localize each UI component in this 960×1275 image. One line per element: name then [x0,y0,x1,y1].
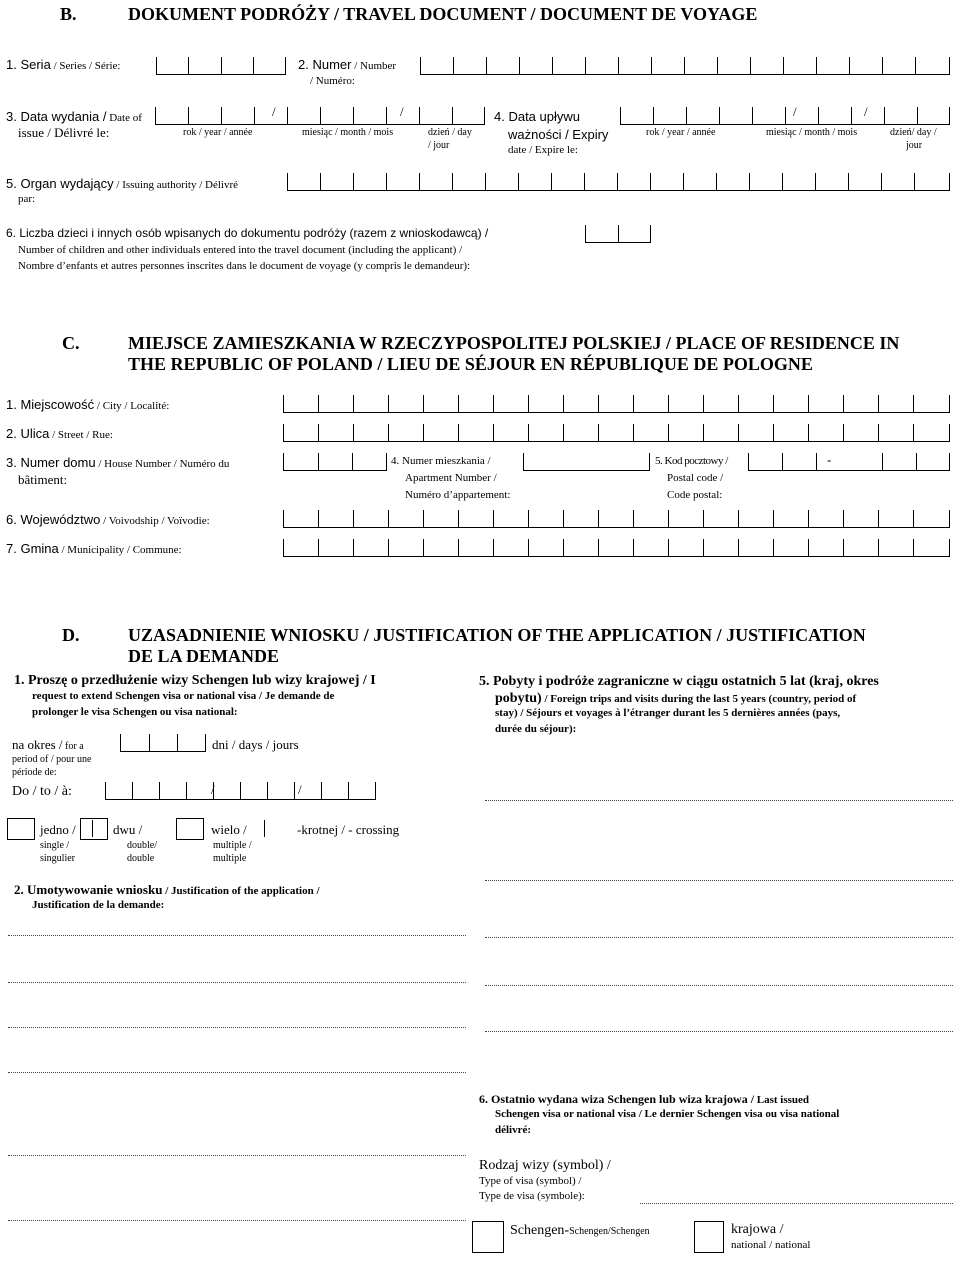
city-label [6,397,169,413]
section-c-title-2: THE REPUBLIC OF POLAND / LIEU DE SÉJOUR EN RÉPUBLIQUE DE POLOGNE [128,354,813,374]
period-label-line3: période de: [12,767,57,778]
schengen-visa-label-small: Schengen/Schengen [569,1226,650,1237]
expiry-day-label-1: dzień/ day / [890,127,937,138]
q2-label-line2: Justification de la demande: [32,899,165,911]
double-entry-fr: double [127,853,155,864]
multiple-entry-checkbox[interactable] [176,818,204,840]
expiry-month-label: miesiąc / month / mois [766,127,858,138]
children-label-line3: Nombre d’enfants et autres personnes inscrites dans le document de voyage (y compris le demandeur): [18,260,471,272]
dates-slash-2: / [298,782,302,797]
organ-label-line2: par: [18,193,36,205]
visa-type-label-2: Type of visa (symbol) / [479,1175,582,1187]
city-label-main: 1. Miejscowość [6,397,95,412]
section-d-letter: D. [62,625,80,645]
postal-label-line1: 5. Kod pocztowy / [655,455,728,467]
gmina-label-main: 7. Gmina [6,541,59,556]
double-entry-en: double/ [127,840,157,851]
organ-label-rest: / Issuing authority / Délivré [113,179,239,191]
apartment-label-line3: Numéro d’appartement: [405,489,511,501]
street-field[interactable] [283,424,950,442]
q2-label-main: 2. Umotywowanie wniosku [14,882,163,897]
issue-label-main: 3. Data wydania / [6,109,107,124]
q6-label-line1-main: 6. Ostatnio wydana wiza Schengen lub wiza krajowa / [479,1092,755,1106]
q6-label-line1-rest: Last issued [754,1094,810,1106]
children-label-line1: 6. Liczba dzieci i innych osób wpisanych do dokumentu podróży (razem z wnioskodawcą) / [6,226,489,240]
section-d-title-2: DE LA DEMANDE [128,646,280,666]
number-field[interactable] [420,57,950,75]
municipality-field[interactable] [283,539,950,557]
trips-line-1[interactable] [485,800,953,801]
justification-line-5[interactable] [8,1155,466,1156]
single-entry-fr: singulier [40,853,75,864]
q6-label-line2: Schengen visa or national visa / Le dernier Schengen visa ou visa national [495,1108,840,1120]
house-label-main: 3. Numer domu [6,455,96,470]
q6-label-line1 [479,1091,809,1107]
period-label-small: for a [62,741,84,752]
multiple-entry-label: wielo / [211,822,247,837]
section-b-title: DOKUMENT PODRÓŻY / TRAVEL DOCUMENT / DOCUMENT DE VOYAGE [128,4,758,24]
number-label-line2: / Numéro: [310,75,355,87]
postal-code-field[interactable] [748,453,950,471]
apartment-number-field[interactable] [523,453,650,471]
schengen-visa-label [510,1222,650,1240]
postal-label-line2: Postal code / [667,472,724,484]
issue-day-label-2: / jour [428,140,450,151]
crossing-label: -krotnej / - crossing [297,822,400,837]
apartment-label-line1: 4. Numer mieszkania / [391,455,491,467]
apartment-label-line2: Apartment Number / [405,472,497,484]
multiple-entry-fr: multiple [213,853,247,864]
national-visa-label-2: national / national [731,1239,811,1251]
double-entry-label: dwu / [113,822,143,837]
q2-label-rest: / Justification of the application / [162,885,320,897]
justification-line-3[interactable] [8,1027,466,1028]
q1-label-line2: request to extend Schengen visa or national visa / Je demande de [32,690,335,702]
street-label-main: 2. Ulica [6,426,50,441]
series-label-main: 1. Seria [6,57,51,72]
house-label-rest: / House Number / Numéro du [95,458,230,470]
single-entry-label: jedno / [40,822,76,837]
number-label-main: 2. Numer [298,57,352,72]
voivodship-field[interactable] [283,510,950,528]
q1-label-line3: prolonger le visa Schengen ou visa national: [32,706,238,718]
schengen-visa-checkbox[interactable] [472,1221,504,1253]
voivodship-label-main: 6. Województwo [6,512,101,527]
number-label [298,57,396,73]
period-label [12,737,84,753]
q6-label-line3: délivré: [495,1124,532,1136]
period-days-field[interactable] [120,734,206,752]
q5-label-line2-rest: / Foreign trips and visits during the last 5 years (country, period of [541,693,857,705]
street-label [6,426,113,442]
multiple-entry-separator [264,820,265,837]
house-label-line2: bâtiment: [18,472,68,487]
issue-label-line2: issue / Délivré le: [18,125,110,140]
double-entry-checkbox[interactable] [80,818,108,840]
justification-line-2[interactable] [8,982,466,983]
issue-date-slash-2: / [400,104,404,119]
issue-month-label: miesiąc / month / mois [302,127,394,138]
justification-line-4[interactable] [8,1072,466,1073]
national-visa-label: krajowa / [731,1222,784,1237]
expiry-year-label: rok / year / année [646,127,716,138]
voivodship-label-rest: / Voivodship / Voïvodie: [100,515,210,527]
issue-label-small: Date of [106,112,142,124]
expiry-label-line2: ważności / Expiry [508,127,609,142]
voivodship-label [6,512,210,528]
house-label [6,455,229,471]
expiry-date-slash-2: / [864,104,868,119]
national-visa-checkbox[interactable] [694,1221,724,1253]
trips-line-2[interactable] [485,880,953,881]
trips-line-5[interactable] [485,1031,953,1032]
days-label: dni / days / jours [212,737,299,752]
street-label-rest: / Street / Rue: [49,429,113,441]
house-number-field[interactable] [283,453,387,471]
visa-type-label-3: Type de visa (symbole): [479,1190,585,1202]
trips-line-4[interactable] [485,985,953,986]
period-label-line2: period of / pour une [12,754,92,765]
city-label-rest: / City / Localité: [94,400,170,412]
issue-label [6,109,142,125]
organ-label-main: 5. Organ wydający [6,176,114,191]
single-entry-en: single / [40,840,70,851]
visa-type-label-1: Rodzaj wizy (symbol) / [479,1158,611,1173]
series-label-rest: / Series / Série: [50,60,121,72]
children-count-field[interactable] [585,225,651,243]
issue-date-field[interactable] [155,107,485,125]
q5-label-line3: stay) / Séjours et voyages à l’étranger durant les 5 dernières années (pays, [495,707,841,719]
justification-line-6[interactable] [8,1220,466,1221]
postal-dash: - [827,452,832,467]
expiry-label-line3: date / Expire le: [508,144,578,156]
postal-label-line3: Code postal: [667,489,723,501]
gmina-label-rest: / Municipality / Commune: [58,544,182,556]
series-label [6,57,120,73]
gmina-label [6,541,182,557]
section-d-title-1: UZASADNIENIE WNIOSKU / JUSTIFICATION OF THE APPLICATION / JUSTIFICATION [128,625,866,645]
dates-slash-1: / [211,782,215,797]
q5-label-line1: 5. Pobyty i podróże zagraniczne w ciągu ostatnich 5 lat (kraj, okres [479,674,879,689]
city-field[interactable] [283,395,950,413]
schengen-visa-label-main: Schengen- [510,1223,570,1238]
q5-label-line4: durée du séjour): [495,723,577,735]
q5-label-line2-main: pobytu) [495,691,542,706]
expiry-date-field[interactable] [620,107,950,125]
series-field[interactable] [156,57,286,75]
expiry-date-slash-1: / [793,104,797,119]
issue-day-label-1: dzień / day [428,127,472,138]
visa-type-field[interactable] [640,1203,953,1204]
dates-label: Do / to / à: [12,784,72,799]
justification-line-1[interactable] [8,935,466,936]
expiry-day-label-2: jour [906,140,923,151]
issue-date-slash-1: / [272,104,276,119]
issue-year-label: rok / year / année [183,127,253,138]
single-entry-checkbox[interactable] [7,818,35,840]
children-label-line2: Number of children and other individuals entered into the travel document (including the applicant) / [18,244,463,256]
extend-to-date-field[interactable] [105,782,376,800]
organ-label [6,176,238,192]
q1-label-line1: 1. Proszę o przedłużenie wizy Schengen lub wizy krajowej / I [14,673,376,688]
multiple-entry-en: multiple / [213,840,252,851]
trips-line-3[interactable] [485,937,953,938]
q2-label [14,882,320,898]
section-c-title-1: MIEJSCE ZAMIESZKANIA W RZECZYPOSPOLITEJ POLSKIEJ / PLACE OF RESIDENCE IN [128,333,900,353]
period-label-main: na okres / [12,737,63,752]
number-label-rest: / Number [351,60,397,72]
q5-label-line2 [495,690,856,708]
section-b-letter: B. [60,4,77,24]
expiry-label-line1: 4. Data upływu [494,109,580,124]
section-c-letter: C. [62,333,80,353]
organ-field[interactable] [287,173,950,191]
